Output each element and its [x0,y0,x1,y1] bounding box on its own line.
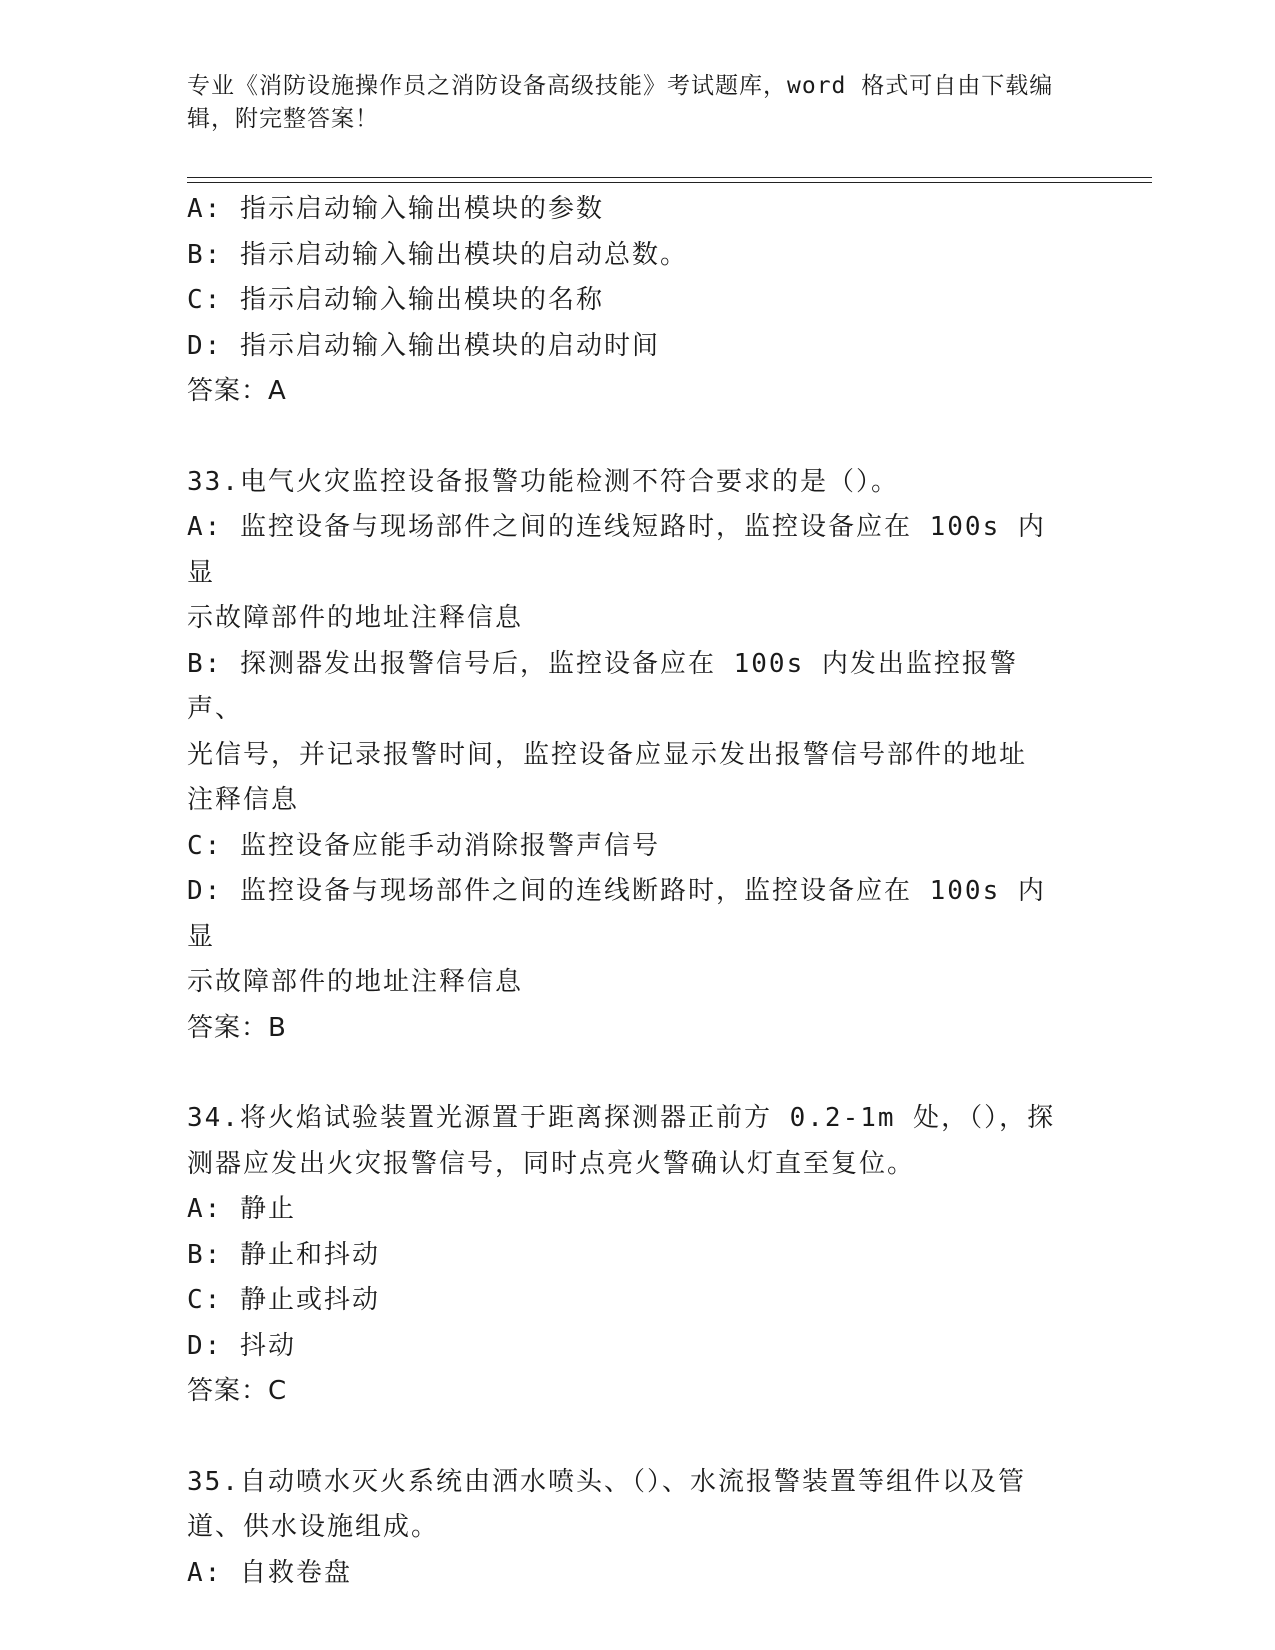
option-d-line-1: D: 监控设备与现场部件之间的连线断路时，监控设备应在 100s 内显 [187,876,1046,952]
option-d: D: 抖动 [187,1330,296,1361]
question-list [187,187,1067,1596]
spacer [187,415,1067,460]
option-b-line-3: 注释信息 [187,785,300,815]
option-d-line-2: 示故障部件的地址注释信息 [187,967,524,997]
option-b-line-1: B: 探测器发出报警信号后，监控设备应在 100s 内发出监控报警声、 [187,648,1018,724]
question-33 [187,460,1067,1052]
header-line-1: 专业《消防设施操作员之消防设备高级技能》考试题库，word 格式可自由下载编 [187,73,1054,99]
option-c: C: 监控设备应能手动消除报警声信号 [187,830,660,861]
option-c: C: 指示启动输入输出模块的名称 [187,285,604,315]
spacer [187,1051,1067,1096]
option-a-line-2: 示故障部件的地址注释信息 [187,603,524,633]
option-b: B: 指示启动输入输出模块的启动总数。 [187,239,688,270]
answer: 答案：B [187,1012,287,1043]
question-stem-line-1: 34.将火焰试验装置光源置于距离探测器正前方 0.2-1m 处，（），探 [187,1103,1056,1133]
spacer [187,1415,1067,1460]
document-header [187,70,1087,136]
question-stem: 33.电气火灾监控设备报警功能检测不符合要求的是（）。 [187,466,899,497]
header-line-2: 辑，附完整答案！ [187,106,379,132]
header-rule-bottom [187,182,1152,183]
question-32-tail [187,187,1067,415]
question-stem-line-2: 测器应发出火灾报警信号，同时点亮火警确认灯直至复位。 [187,1148,916,1179]
question-34 [187,1096,1067,1415]
option-a: A: 自救卷盘 [187,1557,352,1588]
option-a-line-1: A: 监控设备与现场部件之间的连线短路时，监控设备应在 100s 内显 [187,512,1046,588]
option-b-line-2: 光信号，并记录报警时间，监控设备应显示发出报警信号部件的地址 [187,739,1028,770]
option-c: C: 静止或抖动 [187,1285,380,1315]
question-stem-line-2: 道、供水设施组成。 [187,1512,440,1542]
question-stem-line-1: 35.自动喷水灭火系统由洒水喷头、（）、水流报警装置等组件以及管 [187,1466,1026,1497]
option-a: A: 静止 [187,1194,296,1224]
question-35 [187,1460,1067,1597]
option-d: D: 指示启动输入输出模块的启动时间 [187,330,660,361]
option-a: A: 指示启动输入输出模块的参数 [187,194,604,224]
header-rule-top [187,177,1152,178]
answer: 答案：A [187,376,287,406]
option-b: B: 静止和抖动 [187,1239,380,1270]
answer: 答案：C [187,1376,288,1406]
